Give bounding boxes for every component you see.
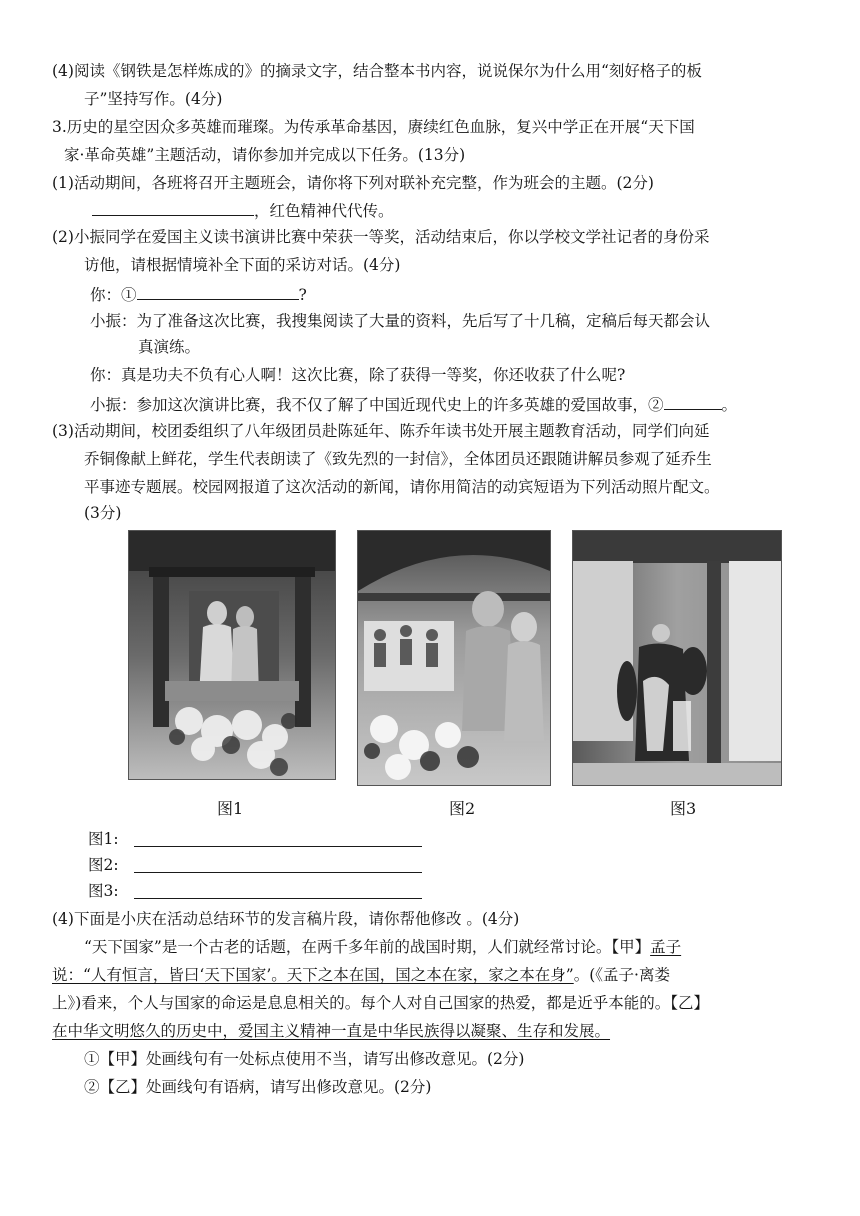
dialogue-xiaozhen-1-line2: 真演练。 [138,338,201,356]
q4-line2: 子”坚持写作。(4分) [84,90,223,108]
dialogue-you-1: 你：① ? [90,282,307,306]
caption-fig1: 图1 [217,799,244,818]
answer-line-fig1[interactable] [134,845,422,847]
q3-p3-line4: (3分) [84,504,122,522]
answer-line-fig2[interactable] [134,871,422,873]
caption-fig2: 图2 [449,799,476,818]
q3-p3-line2: 乔铜像献上鲜花，学生代表朗读了《致先烈的一封信》，全体团员还跟随讲解员参观了延乔生 [84,450,712,468]
reading-photo-image [358,531,550,785]
underlined-sentence-jia: 孟子 [650,938,682,956]
speech-para-line1: “天下国家”是一个古老的话题，在两千多年前的战国时期，人们就经常讨论。【甲】孟子 [84,938,682,956]
answer-label-fig2: 图2: [88,856,119,874]
answer-line-fig3[interactable] [134,897,422,899]
exhibition-photo-image [573,531,781,785]
q3-p2-line2: 访他，请根据情境补全下面的采访对话。(4分) [84,256,401,274]
q3-p1-line1: (1)活动期间，各班将召开主题班会，请你将下列对联补充完整，作为班会的主题。(2分) [52,174,654,192]
answer-label-fig1: 图1: [88,830,119,848]
photo-1-statue-flowers [128,530,336,780]
q3-p2-line1: (2)小振同学在爱国主义读书演讲比赛中荣获一等奖，活动结束后，你以学校文学社记者的身份采 [52,228,710,246]
dialogue-xiaozhen-1-line1: 小振：为了准备这次比赛，我搜集阅读了大量的资料，先后写了十几稿，定稿后每天都会认 [90,312,711,330]
q3-p4-line1: (4)下面是小庆在活动总结环节的发言稿片段，请你帮他修改 。(4分) [52,910,520,928]
q3-title-line2: 家·革命英雄”主题活动，请你参加并完成以下任务。(13分) [64,146,466,164]
dialogue-xiaozhen-2: 小振：参加这次演讲比赛，我不仅了解了中国近现代史上的许多英雄的爱国故事，② 。 [90,392,737,416]
dialogue-you-2: 你：真是功夫不负有心人啊！这次比赛，除了获得一等奖，你还收获了什么呢? [90,366,626,384]
q3-p4-sub2: ②【乙】处画线句有语病，请写出修改意见。(2分) [84,1078,432,1096]
speech-para-line3: 上》)看来，个人与国家的命运是息息相关的。每个人对自己国家的热爱，都是近乎本能的。【乙】 [52,994,710,1012]
q3-p3-line1: (3)活动期间，校团委组织了八年级团员赴陈延年、陈乔年读书处开展主题教育活动，同学们向延 [52,422,710,440]
underlined-sentence-jia-cont: 说：“人有恒言，皆曰‘天下国家’。天下之本在国，国之本在家，家之本在身” [52,966,574,984]
caption-fig3: 图3 [670,799,697,818]
answer-blank[interactable] [92,198,254,216]
q3-p3-line3: 平事迹专题展。校园网报道了这次活动的新闻，请你用简洁的动宾短语为下列活动照片配文。 [84,478,720,496]
q4-line1: (4)阅读《钢铁是怎样炼成的》的摘录文字，结合整本书内容，说说保尔为什么用“刻好格子的板 [52,62,702,80]
underlined-sentence-yi: 在中华文明悠久的历史中，爱国主义精神一直是中华民族得以凝聚、生存和发展。 [52,1022,611,1040]
q3-title-line1: 3.历史的星空因众多英雄而璀璨。为传承革命基因，赓续红色血脉，复兴中学正在开展“天下国 [52,118,695,136]
q3-p4-sub1: ①【甲】处画线句有一处标点使用不当，请写出修改意见。(2分) [84,1050,525,1068]
speech-para-line2: 说：“人有恒言，皆曰‘天下国家’。天下之本在国，国之本在家，家之本在身”。(《孟子·离娄 [52,966,670,984]
couplet-second-half: ，红色精神代代传。 [254,202,394,220]
answer-label-fig3: 图3: [88,882,119,900]
photo-3-exhibition [572,530,782,786]
q3-p1-answer-row [92,198,394,222]
speech-para-line4 [52,1020,610,1042]
statue-photo-image [129,531,335,779]
answer-blank[interactable] [664,392,722,410]
answer-blank[interactable] [137,282,299,300]
photo-2-reading-letter [357,530,551,786]
